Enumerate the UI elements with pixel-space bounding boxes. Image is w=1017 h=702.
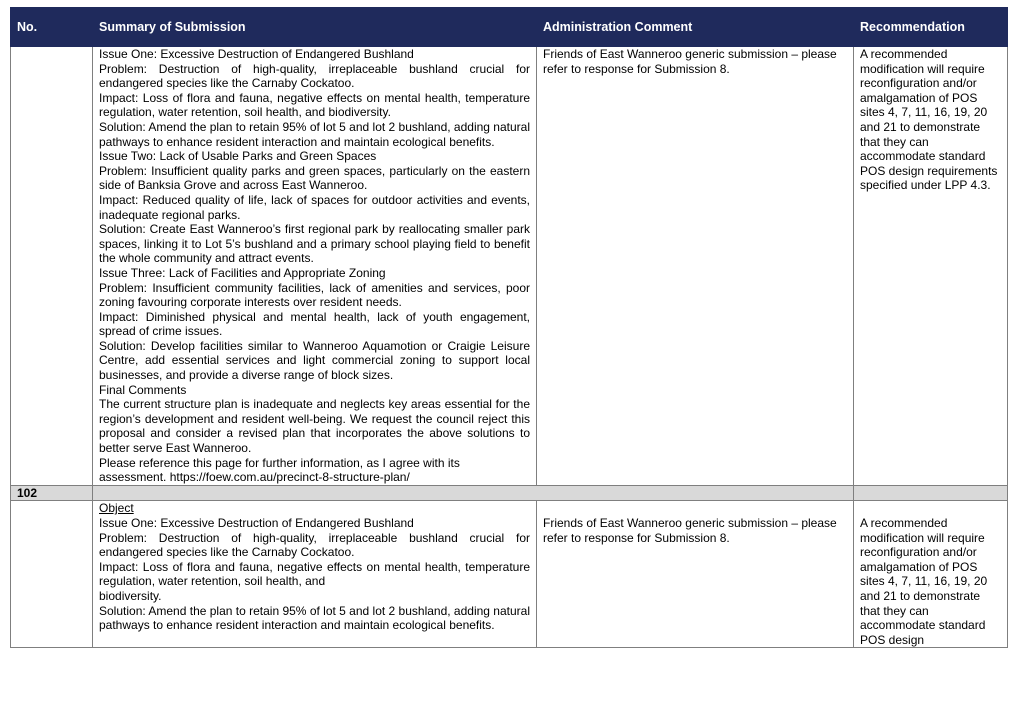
summary-line: Problem: Insufficient quality parks and green spaces, particularly on the eastern side of Banksia Grove and across East Wanneroo. xyxy=(99,163,530,193)
summary-line: Impact: Reduced quality of life, lack of spaces for outdoor activities and events, inadequate regional parks. xyxy=(99,192,530,222)
summary-line: Issue One: Excessive Destruction of Endangered Bushland xyxy=(99,516,414,530)
header-row xyxy=(11,8,1008,47)
row-number-cell xyxy=(11,47,93,486)
summary-line: Problem: Destruction of high-quality, irreplaceable bushland crucial for endangered species like the Carnaby Cockatoo. xyxy=(99,530,530,560)
summary-cell xyxy=(93,501,537,648)
submission-number: 102 xyxy=(11,485,93,501)
submission-number-spacer xyxy=(93,485,854,501)
summary-line: Solution: Create East Wanneroo’s first regional park by reallocating smaller park spaces, linking it to Lot 5’s bushland and a primary school playing field to benefit the whole community and attract events. xyxy=(99,222,530,266)
header-recommendation: Recommendation xyxy=(854,8,1008,47)
summary-line: Solution: Develop facilities similar to Wanneroo Aquamotion or Craigie Leisure Centre, add essential services and light commercial zoning to support local businesses, and provide a diverse range of block sizes. xyxy=(99,338,530,383)
admin-comment-text: Friends of East Wanneroo generic submission – please refer to response for Submission 8. xyxy=(543,516,837,545)
header-no: No. xyxy=(11,8,93,47)
summary-cell xyxy=(93,47,537,486)
summary-line: Problem: Destruction of high-quality, irreplaceable bushland crucial for endangered species like the Carnaby Cockatoo. xyxy=(99,61,530,91)
summary-line: Issue One: Excessive Destruction of Endangered Bushland xyxy=(99,47,414,61)
admin-comment-cell xyxy=(537,47,854,486)
summary-line: Solution: Amend the plan to retain 95% of lot 5 and lot 2 bushland, adding natural pathways to enhance resident interaction and maintain ecological benefits. xyxy=(99,603,530,633)
summary-line: Impact: Loss of flora and fauna, negative effects on mental health, temperature regulation, water retention, soil health, and biodiversity. xyxy=(99,90,530,120)
summary-line: Solution: Amend the plan to retain 95% of lot 5 and lot 2 bushland, adding natural pathways to enhance resident interaction and maintain ecological benefits. xyxy=(99,119,530,149)
object-label: Object xyxy=(99,501,134,516)
recommendation-text: A recommended modification will require reconfiguration and/or amalgamation of POS sites 4, 7, 11, 16, 19, 20 and 21 to demonstrate that they can accommodate standard POS design xyxy=(860,516,988,647)
row-number-cell xyxy=(11,501,93,648)
summary-line: Issue Three: Lack of Facilities and Appropriate Zoning xyxy=(99,265,386,280)
admin-comment-text: Friends of East Wanneroo generic submission – please refer to response for Submission 8. xyxy=(543,47,837,76)
summary-line: The current structure plan is inadequate and neglects key areas essential for the region’s development and resident well-being. We request the council reject this proposal and consider a revised plan that incorporates the above solutions to better serve East Wanneroo. xyxy=(99,397,530,456)
summary-line: Please reference this page for further information, as I agree with its assessment. https://foew.com.au/precinct-8-structure-plan/ xyxy=(99,455,460,485)
summary-line: Problem: Insufficient community facilities, lack of amenities and services, poor zoning favouring corporate interests over resident needs. xyxy=(99,280,530,310)
recommendation-text: A recommended modification will require reconfiguration and/or amalgamation of POS sites 4, 7, 11, 16, 19, 20 and 21 to demonstrate that they can accommodate standard POS design requirements specified under LPP 4.3. xyxy=(860,47,998,193)
submissions-table xyxy=(10,7,1008,648)
summary-line: Issue Two: Lack of Usable Parks and Green Spaces xyxy=(99,149,377,164)
header-summary: Summary of Submission xyxy=(93,8,537,47)
table-row xyxy=(11,501,1008,648)
table-row xyxy=(11,47,1008,486)
submission-number-row xyxy=(11,485,1008,501)
recommendation-cell xyxy=(854,501,1008,648)
summary-line: Impact: Diminished physical and mental health, lack of youth engagement, spread of crime issues. xyxy=(99,309,530,339)
recommendation-cell xyxy=(854,47,1008,486)
summary-line: Impact: Loss of flora and fauna, negative effects on mental health, temperature regulation, water retention, soil health, and xyxy=(99,559,530,589)
header-admin-comment: Administration Comment xyxy=(537,8,854,47)
summary-line: biodiversity. xyxy=(99,588,162,603)
summary-line: Final Comments xyxy=(99,382,187,397)
admin-comment-cell xyxy=(537,501,854,648)
submission-number-spacer xyxy=(854,485,1008,501)
